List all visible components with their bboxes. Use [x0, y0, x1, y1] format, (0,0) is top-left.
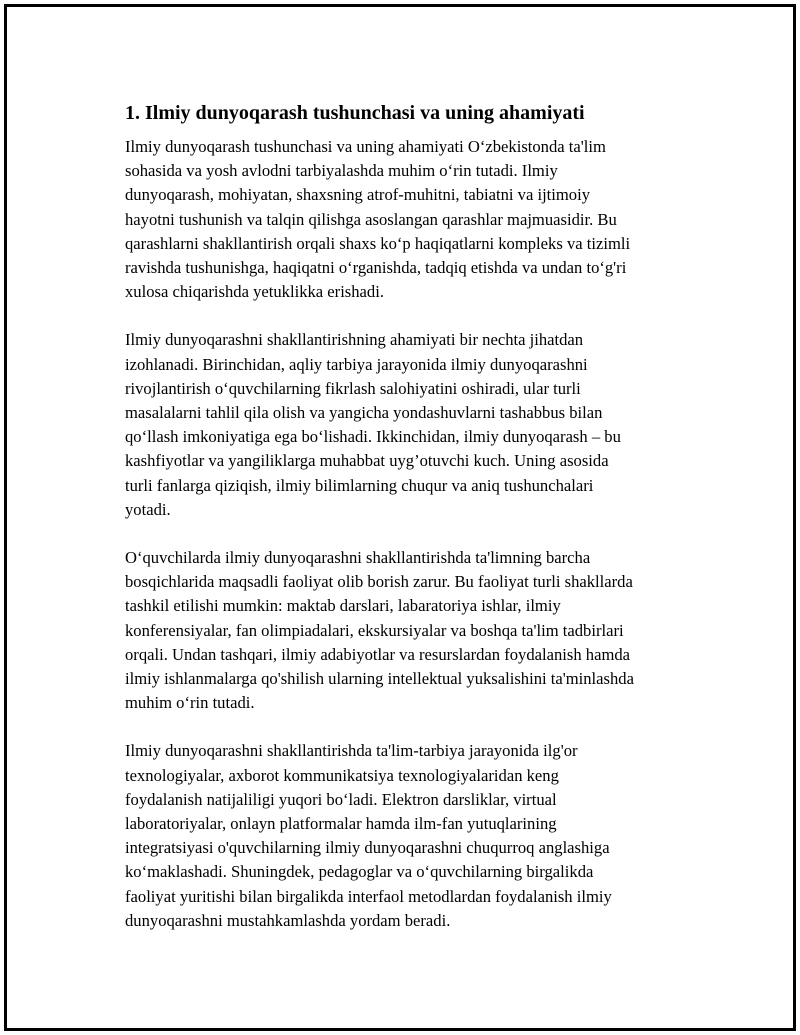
paragraph-line: faoliyat yuritishi bilan birgalikda interfaol metodlardan foydalanish ilmiy — [125, 886, 612, 906]
paragraph-line: konferensiyalar, fan olimpiadalari, ekskursiyalar va boshqa ta'lim tadbirlari — [125, 620, 624, 640]
paragraph-line: izohlanadi. Birinchidan, aqliy tarbiya jarayonida ilmiy dunyoqarashni — [125, 354, 588, 374]
paragraph-line: tashkil etilishi mumkin: maktab darslari, labaratoriya ishlar, ilmiy — [125, 596, 561, 616]
paragraph-line: bosqichlarida maqsadli faoliyat olib borish zarur. Bu faoliyat turli shakllarda — [125, 572, 633, 592]
paragraph-line: Ilmiy dunyoqarashni shakllantirishning ahamiyati bir nechta jihatdan — [125, 330, 584, 350]
paragraph-2 — [125, 328, 700, 522]
paragraph-line: O‘quvchilarda ilmiy dunyoqarashni shakllantirishda ta'limning barcha — [125, 548, 591, 568]
paragraph-line: dunyoqarash, mohiyatan, shaxsning atrof-muhitni, tabiatni va ijtimoiy — [125, 185, 591, 205]
section-heading: 1. Ilmiy dunyoqarash tushunchasi va uning ahamiyati — [125, 102, 585, 124]
paragraph-line: ravishda tushunishga, haqiqatni o‘rganishda, tadqiq etishda va undan to‘g'ri — [125, 258, 627, 278]
paragraph-line: foydalanish natijaliligi yuqori bo‘ladi. Elektron darsliklar, virtual — [125, 789, 557, 809]
paragraph-line: muhim o‘rin tutadi. — [125, 693, 255, 713]
paragraph-line: rivojlantirish o‘quvchilarning fikrlash salohiyatini oshiradi, ular turli — [125, 378, 581, 398]
paragraph-line: yotadi. — [125, 499, 171, 519]
paragraph-line: orqali. Undan tashqari, ilmiy adabiyotlar va resurslardan foydalanish hamda — [125, 644, 631, 664]
paragraph-line: hayotni tushunish va talqin qilishga asoslangan qarashlar majmuasidir. Bu — [125, 209, 617, 229]
paragraph-line: integratsiyasi o'quvchilarning ilmiy dunyoqarashni chuqurroq anglashiga — [125, 838, 610, 858]
paragraph-line: turli fanlarga qiziqish, ilmiy bilimlarning chuqur va aniq tushunchalari — [125, 475, 594, 495]
paragraph-3 — [125, 546, 700, 715]
paragraph-1 — [125, 135, 700, 304]
paragraph-line: ilmiy ishlanmalarga qo'shilish ularning intellektual yuksalishini ta'minlashda — [125, 669, 634, 689]
paragraph-line: Ilmiy dunyoqarashni shakllantirishda ta'lim-tarbiya jarayonida ilg'or — [125, 741, 578, 761]
paragraph-line: qo‘llash imkoniyatiga ega bo‘lishadi. Ikkinchidan, ilmiy dunyoqarash – bu — [125, 427, 621, 447]
document-body — [120, 87, 700, 957]
paragraph-line: masalalarni tahlil qila olish va yangicha yondashuvlarni tashabbus bilan — [125, 403, 603, 423]
paragraph-line: Ilmiy dunyoqarash tushunchasi va uning ahamiyati O‘zbekistonda ta'lim — [125, 137, 606, 156]
page-frame — [4, 4, 796, 1031]
paragraph-line: dunyoqarashni mustahkamlashda yordam beradi. — [125, 910, 451, 930]
paragraph-4 — [125, 739, 700, 933]
paragraph-line: qarashlarni shakllantirish orqali shaxs ko‘p haqiqatlarni kompleks va tizimli — [125, 233, 631, 253]
paragraph-line: laboratoriyalar, onlayn platformalar hamda ilm-fan yutuqlarining — [125, 814, 557, 834]
paragraph-list — [120, 135, 700, 933]
paragraph-line: texnologiyalar, axborot kommunikatsiya texnologiyalaridan keng — [125, 765, 559, 785]
paragraph-line: kashfiyotlar va yangiliklarga muhabbat uyg’otuvchi kuch. Uning asosida — [125, 451, 609, 471]
paragraph-line: xulosa chiqarishda yetuklikka erishadi. — [125, 282, 384, 302]
paragraph-line: ko‘maklashadi. Shuningdek, pedagoglar va o‘quvchilarning birgalikda — [125, 862, 594, 882]
paragraph-line: sohasida va yosh avlodni tarbiyalashda muhim o‘rin tutadi. Ilmiy — [125, 161, 558, 181]
